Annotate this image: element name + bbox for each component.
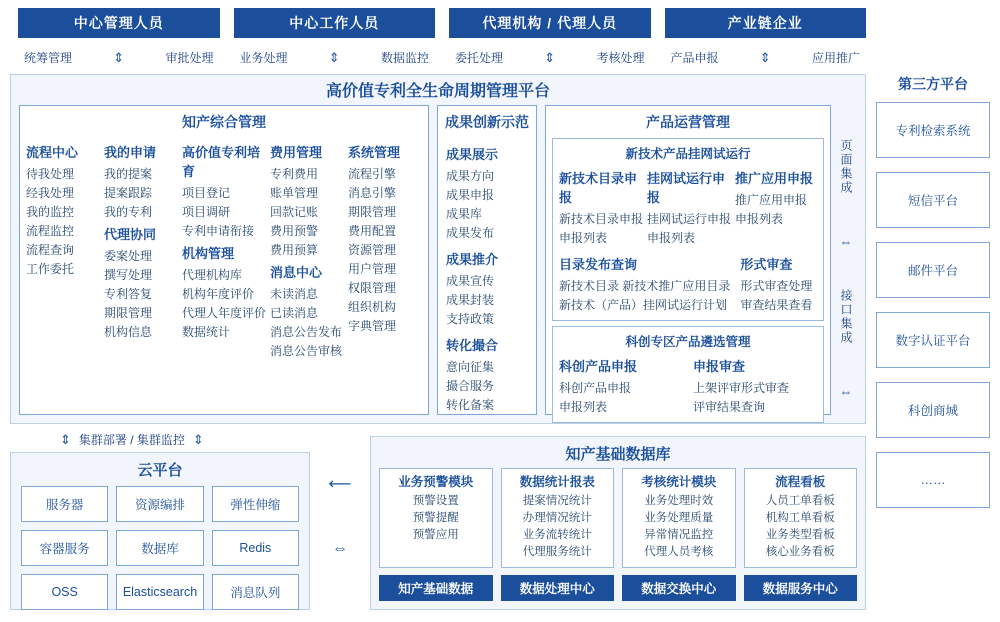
database-module-item[interactable]: 预警提醒 bbox=[412, 512, 459, 524]
database-module-item[interactable]: 预警应用 bbox=[412, 529, 459, 541]
database-module-item[interactable]: 核心业务看板 bbox=[765, 546, 835, 558]
module-item[interactable]: 成果宣传 bbox=[446, 274, 495, 288]
database-module-item[interactable]: 业务类型看板 bbox=[765, 529, 835, 541]
module-item[interactable]: 账单管理 bbox=[270, 186, 319, 200]
module-group-title[interactable]: 形式审查 bbox=[740, 257, 793, 272]
database-footer-item[interactable]: 数据交换中心 bbox=[622, 575, 736, 601]
module-item[interactable]: 工作委托 bbox=[26, 262, 75, 276]
module-item[interactable]: 费用配置 bbox=[348, 224, 397, 238]
database-module-item[interactable]: 代理服务统计 bbox=[522, 546, 592, 558]
integration-label-page: 页面集成 bbox=[839, 138, 853, 195]
database-module bbox=[744, 468, 858, 568]
module-item[interactable]: 专利费用 bbox=[270, 167, 319, 181]
module-item[interactable]: 审查结果查看 bbox=[740, 298, 813, 312]
module-item[interactable]: 机构信息 bbox=[104, 325, 153, 339]
module-item[interactable]: 回款记账 bbox=[270, 205, 319, 219]
subsection-row bbox=[559, 354, 817, 417]
cloud-item[interactable]: 消息队列 bbox=[212, 574, 299, 610]
module-item[interactable]: 费用预算 bbox=[270, 243, 319, 257]
role-action: 考核处理 bbox=[596, 50, 645, 65]
subsection-row bbox=[559, 166, 817, 248]
role-action: 统筹管理 bbox=[24, 50, 73, 65]
database-module bbox=[501, 468, 615, 568]
database-columns bbox=[371, 468, 865, 568]
module-item[interactable]: 用户管理 bbox=[348, 262, 397, 276]
module-column bbox=[26, 140, 100, 408]
integration-labels bbox=[833, 119, 859, 419]
cloud-item[interactable]: 服务器 bbox=[21, 486, 108, 522]
module-item[interactable]: 意向征集 bbox=[446, 360, 495, 374]
module-item[interactable]: 委案处理 bbox=[104, 249, 153, 263]
module-item[interactable]: 代理人年度评价 bbox=[182, 306, 267, 320]
third-party-title: 第三方平台 bbox=[898, 76, 968, 92]
platform-panel bbox=[10, 74, 866, 424]
module-group-title[interactable]: 费用管理 bbox=[270, 145, 323, 160]
module-column bbox=[693, 354, 817, 417]
module-item[interactable]: 消息引擎 bbox=[348, 186, 397, 200]
module-group-title[interactable]: 消息中心 bbox=[270, 265, 323, 280]
module-item[interactable]: 专利答复 bbox=[104, 287, 153, 301]
module-item[interactable]: 申报列表 bbox=[559, 231, 608, 245]
module-group-title[interactable]: 转化撮合 bbox=[446, 338, 499, 353]
module-item[interactable]: 新技术目录申报 bbox=[559, 212, 644, 226]
module-item[interactable]: 撮合服务 bbox=[446, 379, 495, 393]
cloud-platform-title: 云平台 bbox=[137, 462, 183, 479]
role-card[interactable]: 中心工作人员 bbox=[234, 8, 436, 38]
module-item[interactable]: 期限管理 bbox=[104, 306, 153, 320]
module-item[interactable]: 未读消息 bbox=[270, 287, 319, 301]
module-item[interactable]: 成果发布 bbox=[446, 226, 495, 240]
module-item[interactable]: 评审结果查询 bbox=[693, 400, 766, 414]
arrow-left-icon: ⟵ bbox=[328, 476, 352, 493]
role-actions-group bbox=[665, 44, 867, 70]
database-footer-item[interactable]: 数据服务中心 bbox=[744, 575, 858, 601]
module-item[interactable]: 我的提案 bbox=[104, 167, 153, 181]
database-module bbox=[622, 468, 736, 568]
module-item[interactable]: 消息公告发布 bbox=[270, 325, 343, 339]
module-item[interactable]: 代理机构库 bbox=[182, 268, 243, 282]
section-title: 知产综合管理 bbox=[182, 114, 266, 130]
third-party-item[interactable]: …… bbox=[876, 452, 990, 508]
third-party-item[interactable]: 数字认证平台 bbox=[876, 312, 990, 368]
role-actions-row bbox=[18, 44, 866, 70]
module-item[interactable]: 权限管理 bbox=[348, 281, 397, 295]
cloud-item[interactable]: Redis bbox=[212, 530, 299, 566]
database-module-item[interactable]: 预警设置 bbox=[412, 495, 459, 507]
module-group-title[interactable]: 推广应用申报 bbox=[735, 171, 814, 186]
module-item[interactable]: 待我处理 bbox=[26, 167, 75, 181]
cloud-platform-panel bbox=[10, 452, 310, 610]
module-group-title[interactable]: 系统管理 bbox=[348, 145, 401, 160]
module-column bbox=[348, 140, 422, 408]
module-column bbox=[559, 354, 683, 417]
database-module-item[interactable]: 业务处理质量 bbox=[644, 512, 714, 524]
database-footer bbox=[371, 568, 865, 601]
module-item[interactable]: 流程查询 bbox=[26, 243, 75, 257]
role-actions-group bbox=[234, 44, 436, 70]
role-action: 产品申报 bbox=[670, 50, 719, 65]
module-group-title[interactable]: 我的申请 bbox=[104, 145, 157, 160]
cluster-deploy-row bbox=[60, 428, 310, 450]
cloud-item[interactable]: 数据库 bbox=[116, 530, 203, 566]
module-item[interactable]: 成果库 bbox=[446, 207, 483, 221]
database-module-item[interactable]: 办理情况统计 bbox=[522, 512, 592, 524]
integration-label-api: 接口集成 bbox=[839, 288, 853, 345]
module-group-title[interactable]: 目录发布查询 bbox=[559, 257, 638, 272]
module-item[interactable]: 流程引擎 bbox=[348, 167, 397, 181]
module-item[interactable]: 字典管理 bbox=[348, 319, 397, 333]
cloud-items-grid bbox=[15, 486, 305, 610]
subsection-title: 新技术产品挂网试运行 bbox=[625, 147, 751, 161]
cloud-item[interactable]: 容器服务 bbox=[21, 530, 108, 566]
database-module-item[interactable]: 业务处理时效 bbox=[644, 495, 714, 507]
module-group-title[interactable]: 成果推介 bbox=[446, 252, 499, 267]
module-group-title[interactable]: 申报审查 bbox=[693, 359, 746, 374]
double-arrow-vertical-icon: ⇕ bbox=[192, 431, 204, 447]
module-item[interactable]: 项目调研 bbox=[182, 205, 231, 219]
double-arrow-vertical-icon: ⇕ bbox=[113, 49, 125, 65]
module-column bbox=[446, 138, 528, 415]
module-item[interactable]: 专利申请衔接 bbox=[182, 224, 255, 238]
module-item[interactable]: 撰写处理 bbox=[104, 268, 153, 282]
database-module-title[interactable]: 数据统计报表 bbox=[519, 475, 595, 489]
double-arrow-vertical-icon: ⇕ bbox=[759, 49, 771, 65]
module-column bbox=[647, 166, 731, 248]
role-actions-group bbox=[449, 44, 651, 70]
module-group-title[interactable]: 新技术目录申报 bbox=[559, 171, 638, 205]
module-item[interactable]: 转化备案 bbox=[446, 398, 495, 412]
section-title: 产品运营管理 bbox=[646, 114, 730, 130]
module-item[interactable]: 成果方向 bbox=[446, 169, 495, 183]
cloud-item[interactable]: 资源编排 bbox=[116, 486, 203, 522]
module-item[interactable]: 成果申报 bbox=[446, 188, 495, 202]
database-title: 知产基础数据库 bbox=[565, 446, 671, 463]
role-action: 委托处理 bbox=[455, 50, 504, 65]
cluster-label: 集群部署 / 集群监控 bbox=[78, 432, 185, 447]
module-item[interactable]: 推广应用申报 bbox=[735, 193, 808, 207]
module-item[interactable]: 申报列表 bbox=[647, 231, 696, 245]
module-item[interactable]: 项目登记 bbox=[182, 186, 231, 200]
module-item[interactable]: 成果封装 bbox=[446, 293, 495, 307]
module-item[interactable]: 数据统计 bbox=[182, 325, 231, 339]
section-innovation-demo bbox=[437, 105, 537, 415]
module-item[interactable]: 支持政策 bbox=[446, 312, 495, 326]
module-column bbox=[559, 252, 730, 315]
role-bar bbox=[18, 8, 866, 38]
module-group-title[interactable]: 代理协同 bbox=[104, 227, 157, 242]
module-item[interactable]: 已读消息 bbox=[270, 306, 319, 320]
database-module bbox=[379, 468, 493, 568]
third-party-column bbox=[876, 74, 990, 614]
platform-body bbox=[19, 105, 831, 415]
module-item[interactable]: 新技术（产品）挂网试运行计划 bbox=[559, 298, 728, 312]
subsection-kechuang-selection bbox=[552, 326, 824, 423]
module-column bbox=[182, 140, 266, 408]
database-panel bbox=[370, 436, 866, 610]
double-arrow-vertical-icon: ⇕ bbox=[544, 49, 556, 65]
database-module-item[interactable]: 机构工单看板 bbox=[765, 512, 835, 524]
platform-title: 高价值专利全生命周期管理平台 bbox=[325, 82, 550, 100]
double-arrow-horizontal-icon: ⇔ bbox=[332, 540, 348, 557]
module-item[interactable]: 机构年度评价 bbox=[182, 287, 255, 301]
module-group-title[interactable]: 流程中心 bbox=[26, 145, 79, 160]
database-module-item[interactable]: 异常情况监控 bbox=[644, 529, 714, 541]
third-party-item[interactable]: 邮件平台 bbox=[876, 242, 990, 298]
role-card[interactable]: 代理机构 / 代理人员 bbox=[449, 8, 651, 38]
database-module-title[interactable]: 流程看板 bbox=[775, 475, 826, 489]
module-item[interactable]: 消息公告审核 bbox=[270, 344, 343, 358]
section-comprehensive-management bbox=[19, 105, 429, 415]
double-arrow-horizontal-icon: ⇔ bbox=[839, 384, 853, 400]
role-action: 业务处理 bbox=[239, 50, 288, 65]
database-footer-item[interactable]: 知产基础数据 bbox=[379, 575, 493, 601]
module-item[interactable]: 期限管理 bbox=[348, 205, 397, 219]
database-module-item[interactable]: 提案情况统计 bbox=[522, 495, 592, 507]
module-group-title[interactable]: 高价值专利培育 bbox=[182, 145, 261, 179]
cloud-item[interactable]: OSS bbox=[21, 574, 108, 610]
double-arrow-horizontal-icon: ⇔ bbox=[839, 234, 853, 250]
subsection-new-tech-trial bbox=[552, 138, 824, 321]
database-module-item[interactable]: 业务流转统计 bbox=[522, 529, 592, 541]
third-party-item[interactable]: 短信平台 bbox=[876, 172, 990, 228]
database-footer-item[interactable]: 数据处理中心 bbox=[501, 575, 615, 601]
subsection-row bbox=[559, 252, 817, 315]
module-item[interactable]: 形式审查处理 bbox=[740, 279, 813, 293]
cloud-item[interactable]: Elasticsearch bbox=[116, 574, 203, 610]
module-item[interactable]: 提案跟踪 bbox=[104, 186, 153, 200]
role-action: 应用推广 bbox=[811, 50, 860, 65]
module-group-title[interactable]: 科创产品申报 bbox=[559, 359, 638, 374]
section-title: 成果创新示范 bbox=[445, 114, 529, 130]
section-product-operation bbox=[545, 105, 831, 415]
module-item[interactable]: 上架评审形式审查 bbox=[693, 381, 790, 395]
module-item[interactable]: 科创产品申报 bbox=[559, 381, 632, 395]
role-card[interactable]: 产业链企业 bbox=[665, 8, 867, 38]
module-item[interactable]: 申报列表 bbox=[559, 400, 608, 414]
third-party-item[interactable]: 科创商城 bbox=[876, 382, 990, 438]
double-arrow-vertical-icon: ⇕ bbox=[60, 431, 71, 447]
module-item[interactable]: 经我处理 bbox=[26, 186, 75, 200]
role-actions-group bbox=[18, 44, 220, 70]
module-group-title[interactable]: 成果展示 bbox=[446, 147, 499, 162]
role-card[interactable]: 中心管理人员 bbox=[18, 8, 220, 38]
database-module-title[interactable]: 考核统计模块 bbox=[641, 475, 717, 489]
module-item[interactable]: 申报列表 bbox=[735, 212, 784, 226]
module-column bbox=[740, 252, 817, 315]
module-group-title[interactable]: 机构管理 bbox=[182, 246, 235, 261]
database-module-item[interactable]: 人员工单看板 bbox=[765, 495, 835, 507]
module-item[interactable]: 费用预警 bbox=[270, 224, 319, 238]
module-column bbox=[270, 140, 344, 408]
module-column bbox=[104, 140, 178, 408]
module-item[interactable]: 我的监控 bbox=[26, 205, 75, 219]
database-module-title[interactable]: 业务预警模块 bbox=[398, 475, 474, 489]
cloud-item[interactable]: 弹性伸缩 bbox=[212, 486, 299, 522]
module-item[interactable]: 流程监控 bbox=[26, 224, 75, 238]
role-action: 数据监控 bbox=[380, 50, 429, 65]
module-item[interactable]: 挂网试运行申报 bbox=[647, 212, 732, 226]
module-group-title[interactable]: 挂网试运行申报 bbox=[647, 171, 726, 205]
module-column bbox=[559, 166, 643, 248]
role-action: 审批处理 bbox=[165, 50, 214, 65]
double-arrow-vertical-icon: ⇕ bbox=[328, 49, 340, 65]
third-party-item[interactable]: 专利检索系统 bbox=[876, 102, 990, 158]
subsection-title: 科创专区产品遴选管理 bbox=[625, 335, 751, 349]
database-module-item[interactable]: 代理人员考核 bbox=[644, 546, 714, 558]
module-item[interactable]: 资源管理 bbox=[348, 243, 397, 257]
module-item[interactable]: 我的专利 bbox=[104, 205, 153, 219]
module-item[interactable]: 新技术目录 新技术推广应用目录 bbox=[559, 279, 731, 293]
module-item[interactable]: 组织机构 bbox=[348, 300, 397, 314]
module-column bbox=[735, 166, 817, 248]
